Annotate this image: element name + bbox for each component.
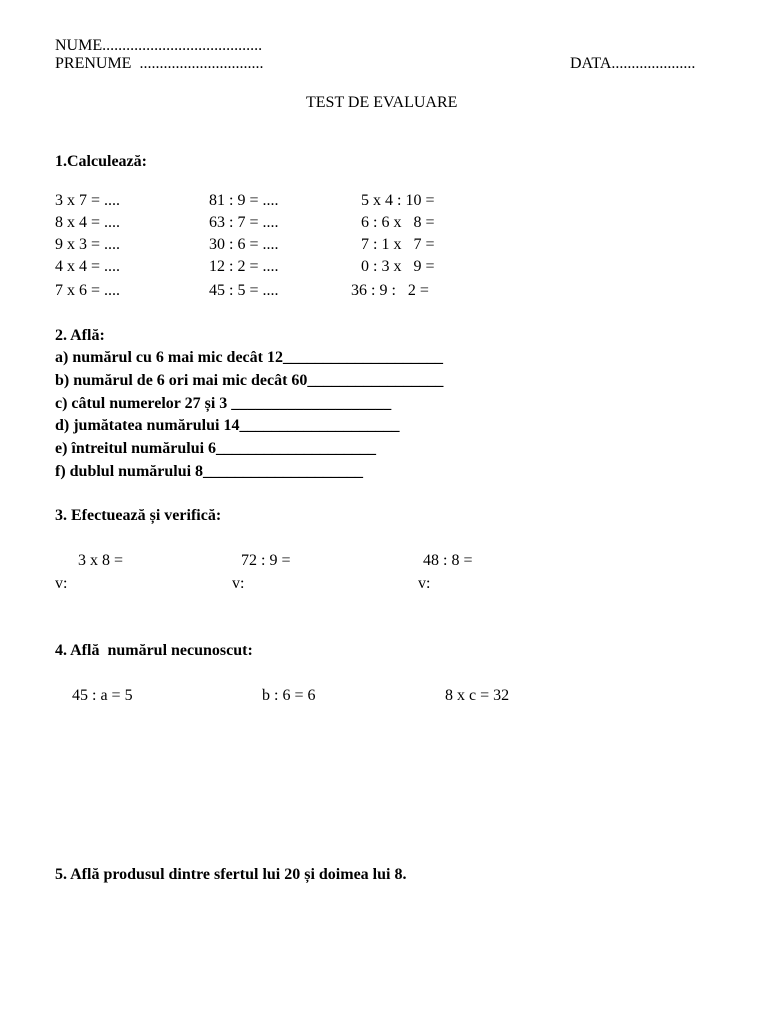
ex2-item: d) jumătatea numărului 14____________________ [55,417,400,434]
exercise-3-title: 3. Efectuează și verifică: [55,507,222,524]
ex1-col1-item: 7 x 6 = .... [55,282,121,299]
ex1-col2-item: 81 : 9 = .... [209,192,279,209]
ex4-equation: 8 x c = 32 [445,687,510,704]
ex1-col3-item: 5 x 4 : 10 = [361,192,435,209]
ex3-operation: 72 : 9 = [241,552,291,569]
ex3-verify-label: v: [232,575,245,592]
ex1-col2-item: 12 : 2 = .... [209,258,279,275]
ex3-verify-label: v: [55,575,68,592]
ex1-col2-item: 30 : 6 = .... [209,236,279,253]
ex1-col3-item: 6 : 6 x 8 = [361,214,435,231]
surname-field-label: PRENUME ............................... [55,55,264,72]
name-field-label: NUME........................................ [55,37,263,54]
ex2-item: e) întreitul numărului 6____________________ [55,440,377,457]
ex3-operation: 48 : 8 = [423,552,473,569]
ex1-col1-item: 3 x 7 = .... [55,192,121,209]
ex1-col1-item: 8 x 4 = .... [55,214,121,231]
ex2-item: c) câtul numerelor 27 și 3 ____________________ [55,395,392,412]
ex3-verify-label: v: [418,575,431,592]
ex1-col3-item: 36 : 9 : 2 = [351,282,429,299]
ex2-item: a) numărul cu 6 mai mic decât 12____________________ [55,349,443,366]
date-field-label: DATA..................... [570,55,696,72]
exercise-5-title: 5. Află produsul dintre sfertul lui 20 și doimea lui 8. [55,866,407,883]
exercise-1-title: 1.Calculează: [55,153,147,170]
exercise-4-title: 4. Află numărul necunoscut: [55,642,253,659]
ex4-equation: b : 6 = 6 [262,687,316,704]
ex1-col3-item: 7 : 1 x 7 = [361,236,435,253]
ex2-item: b) numărul de 6 ori mai mic decât 60_________________ [55,372,444,389]
ex1-col1-item: 4 x 4 = .... [55,258,121,275]
ex3-operation: 3 x 8 = [78,552,124,569]
ex1-col1-item: 9 x 3 = .... [55,236,121,253]
exercise-2-title: 2. Află: [55,327,105,344]
page-title: TEST DE EVALUARE [306,94,458,111]
ex1-col2-item: 63 : 7 = .... [209,214,279,231]
ex4-equation: 45 : a = 5 [72,687,133,704]
ex1-col3-item: 0 : 3 x 9 = [361,258,435,275]
ex1-col2-item: 45 : 5 = .... [209,282,279,299]
ex2-item: f) dublul numărului 8____________________ [55,463,364,480]
